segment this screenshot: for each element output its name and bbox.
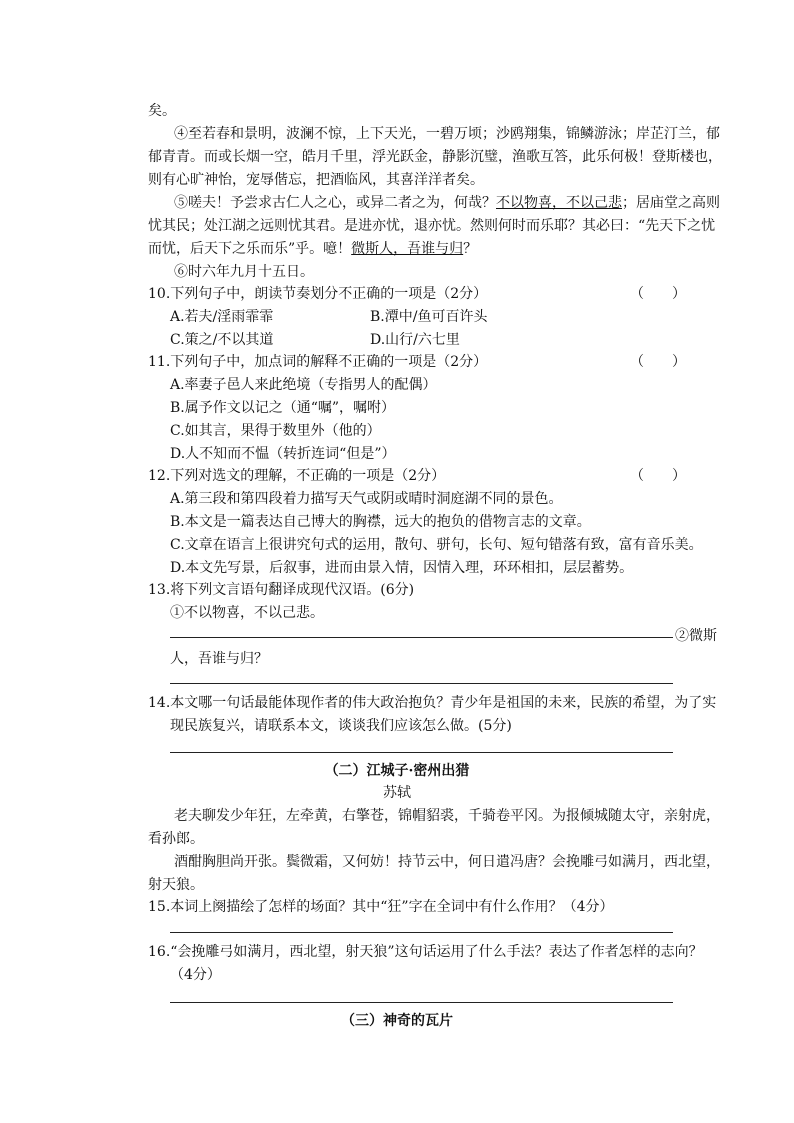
translate-item-2: ②微斯 bbox=[675, 628, 717, 644]
option-b: B.属予作文以记之（通“嘱”，嘱咐） bbox=[170, 400, 396, 416]
answer-paren[interactable]: （ ） bbox=[630, 286, 686, 302]
section-2-title: （二）江城子·密州出猎 bbox=[324, 763, 470, 779]
question-14-line: 现民族复兴，请联系本文，谈谈我们应该怎么做。(5分) bbox=[170, 718, 512, 734]
question-16-line: （4分） bbox=[170, 967, 221, 983]
option-a: A.若夫/淫雨霏霏 bbox=[170, 309, 274, 325]
option-d: D.本文先写景，后叙事，进而由景入情，因情入理，环环相扣，层层蓄势。 bbox=[170, 560, 634, 576]
passage-text: ⑤嗟夫！予尝求古仁人之心，或异二者之为，何哉？ bbox=[174, 195, 496, 211]
passage-text: ；居庙堂之高则 bbox=[622, 195, 720, 211]
question-10-stem: 10.下列句子中，朗读节奏划分不正确的一项是（2分） bbox=[148, 286, 488, 302]
answer-line[interactable] bbox=[170, 752, 673, 753]
question-15-stem: 15.本词上阕描绘了怎样的场面？其中“狂”字在全词中有什么作用？（4分） bbox=[148, 899, 614, 915]
option-d: D.山行/六七里 bbox=[370, 332, 460, 348]
underlined-sentence: 不以物喜，不以己悲 bbox=[496, 195, 622, 211]
answer-paren[interactable]: （ ） bbox=[630, 354, 686, 370]
passage-line: 忧其民；处江湖之远则忧其君。是进亦忧，退亦忧。然则何时而乐耶？其必曰：“先天下之忧 bbox=[148, 218, 716, 234]
option-b: B.本文是一篇表达自己博大的胸襟，远大的抱负的借物言志的文章。 bbox=[170, 514, 591, 530]
section-3-title: （三）神奇的瓦片 bbox=[341, 1013, 453, 1029]
answer-paren[interactable]: （ ） bbox=[630, 468, 686, 484]
passage-line: 矣。 bbox=[148, 103, 176, 119]
poem-line: 射天狼。 bbox=[148, 877, 204, 893]
poem-line: 看孙郎。 bbox=[148, 831, 204, 847]
question-12-stem: 12.下列对选文的理解，不正确的一项是（2分） bbox=[148, 468, 446, 484]
passage-line: ⑥时六年九月十五日。 bbox=[174, 264, 314, 280]
passage-text: 而忧，后天下之乐而乐”乎。噫！ bbox=[148, 241, 352, 257]
passage-line bbox=[148, 238, 477, 260]
option-c: C.如其言，果得于数里外（他的） bbox=[170, 423, 381, 439]
passage-line: 则有心旷神怡，宠辱偕忘，把酒临风，其喜洋洋者矣。 bbox=[148, 172, 484, 188]
option-a: A.率妻子邑人来此绝境（专指男人的配偶） bbox=[170, 377, 437, 393]
question-16-line: 16.“会挽雕弓如满月，西北望，射天狼”这句话运用了什么手法？表达了作者怎样的志向？ bbox=[148, 944, 703, 960]
answer-line[interactable] bbox=[170, 637, 673, 638]
passage-line: 郁青青。而或长烟一空，皓月千里，浮光跃金，静影沉璧，渔歌互答，此乐何极！登斯楼也， bbox=[148, 149, 722, 165]
question-11-stem: 11.下列句子中，加点词的解释不正确的一项是（2分） bbox=[148, 354, 488, 370]
option-c: C.策之/不以其道 bbox=[170, 332, 274, 348]
option-d: D.人不知而不愠（转折连词“但是”） bbox=[170, 446, 396, 462]
poem-line: 酒酣胸胆尚开张。鬓微霜，又何妨！持节云中，何日遣冯唐？会挽雕弓如满月，西北望， bbox=[174, 854, 720, 870]
answer-line[interactable] bbox=[170, 932, 673, 933]
answer-line[interactable] bbox=[170, 1002, 673, 1003]
question-13-stem: 13.将下列文言语句翻译成现代汉语。(6分) bbox=[148, 582, 415, 598]
translate-item-2-cont: 人，吾谁与归？ bbox=[170, 651, 268, 667]
question-14-line: 14.本文哪一句话最能体现作者的伟大政治抱负？青少年是祖国的未来，民族的希望，为了实 bbox=[148, 695, 717, 711]
poem-line: 老夫聊发少年狂，左牵黄，右擎苍，锦帽貂裘，千骑卷平冈。为报倾城随太守，亲射虎， bbox=[174, 808, 720, 824]
poem-author: 苏轼 bbox=[383, 785, 411, 801]
option-b: B.潭中/鱼可百许头 bbox=[370, 309, 488, 325]
option-a: A.第三段和第四段着力描写天气或阴或晴时洞庭湖不同的景色。 bbox=[170, 491, 563, 507]
passage-text: ？ bbox=[463, 241, 478, 257]
answer-line[interactable] bbox=[170, 683, 673, 684]
passage-line bbox=[174, 192, 720, 214]
passage-line: ④至若春和景明，波澜不惊，上下天光，一碧万顷；沙鸥翔集，锦鳞游泳；岸芷汀兰，郁 bbox=[174, 126, 720, 142]
underlined-sentence: 微斯人，吾谁与归 bbox=[351, 241, 464, 257]
translate-item-1: ①不以物喜，不以己悲。 bbox=[170, 605, 324, 621]
option-c: C.文章在语言上很讲究句式的运用，散句、骈句，长句、短句错落有致，富有音乐美。 bbox=[170, 537, 703, 553]
